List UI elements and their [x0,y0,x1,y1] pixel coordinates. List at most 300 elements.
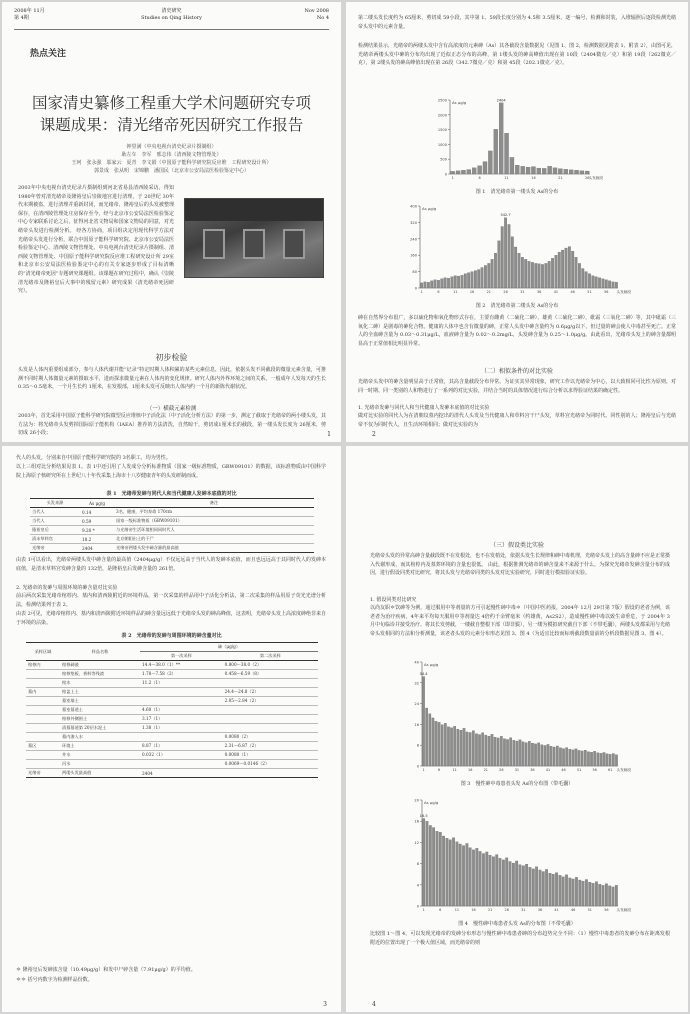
x-tick-label: 31 [520,290,525,294]
bar [544,745,546,766]
bar [486,852,489,906]
x-tick-label: 36 [536,290,542,294]
bar [562,877,565,906]
table-cell: 国家一级标准物质（GBW09101） [114,517,314,526]
table-row [26,661,318,670]
paragraph-standard: 以上三组对比分析结果见表 1。表 1中还引用了人发成分分析标准物质（国家一级标准物质，GBW09101）的数据，该标准物质由中国科学院上海原子核研究所在上世纪八十年代采集上海市十八岁健康青年的头发研制而成。 [16,464,326,479]
x-tick-label: 11 [453,290,458,294]
table-cell: 2404 [140,769,223,778]
table-1-title: 表 1 光绪帝发砷与同代人和当代健康人发砷本底值的对比 [106,491,237,497]
table-row [26,715,318,724]
y-tick-label: 4 [416,883,419,888]
title-line-2: 课题成果：清光绪帝死因研究工作报告 [39,116,304,134]
bar [615,755,617,766]
table-cell: 墓内 [26,688,60,697]
table-cell: 1.78～7.58（2） [140,670,223,679]
bar [600,753,602,766]
bar [500,736,502,766]
bar [434,280,437,288]
x-tick-label: 1 [422,768,425,772]
bar [429,714,431,766]
x-tick-label: 61 [608,768,613,772]
bar [542,168,546,174]
y-tick-label: 2500 [437,98,447,103]
table-cell: 两缕头发最高值 [60,769,140,778]
bar [605,884,608,906]
bar [467,170,471,174]
paragraph-patient: 以尚友职＊饮砷等为例，通过服用中等剂量的方可引起慢性砷中毒＊（中国中医药报，2004年 12月 29日第 7版）假设的老者为例，该老者为治疗疾病，4年来平均每天服用中等剂量达 4倍约千余臂毫米（约雄黄，As2S2），造成慢性砷中毒以致生命垂危，于 2004年 3月中旬临诊并接受治疗。将其长发剪截，一缕截自整根下部（即非鬓），另一缕为模拟研究截自下部（不带毛囊），两缕头发都采用与光绪帝头发相同的方法和分析测量，该老者头发的元素分布形态见图 3、图 4（为适宜比较而标明截段数量前的分析段数据见图 3、图 4）。 [370,605,670,637]
bar [476,848,479,906]
table-cell [26,733,60,742]
x-tick-label: 46 [570,290,575,294]
bar [578,750,580,766]
table-cell: 光绪帝 [30,544,80,553]
bar [612,754,614,766]
x-tick-label: 26 [503,290,508,294]
x-tick-label: 51 [587,290,592,294]
table-2-title: 表 2 光绪帝的发砷与周围环境的砷含量对比 [121,633,222,639]
table-cell: 0.800～38.0（2） [223,661,318,670]
bar [512,863,515,906]
footnote-2: ＊＊ 括号内数字为检测样品份数。 [16,977,93,983]
table-cell: 1.38（1） [140,724,223,733]
y-tick-label: 1500 [437,128,447,133]
heading-preliminary: 初步检验 [155,353,188,362]
table-2-header: 第二次采样 [223,652,318,661]
bar [518,253,521,288]
bar [439,832,442,906]
page-3 [2,446,341,1012]
bar [420,283,423,288]
bar [553,747,555,766]
x-tick-label: 6 [478,176,481,180]
bar [435,721,437,766]
table-cell: 井水 [60,751,140,760]
table-cell: 棺盖上土 [60,688,140,697]
table-cell: 2.05～2.84（2） [223,697,318,706]
table-cell: 18.2 [80,535,114,544]
y-tick-label: 400 [410,204,417,209]
bar [478,166,482,174]
bar [522,742,524,766]
bar [472,168,476,174]
paragraph-exp2: 前后两次采集光绪帝棺椁内、墓内和清西陵附近的环境样品，第一次采集的样品用中子活化分析法，第二次采集的样品用原子荧光光谱分析法，检测结果列于表 2。 [16,593,326,608]
bar [585,880,588,907]
table-cell [223,679,318,688]
paragraph-table1-result: 由表 1可以看出，光绪帝两缕头发中砷含量的最高值（2404μg/g）不仅远远高于当代人的发砷本底值，而且也远远高于其同时代人的发砷本底值，是清末草料宫发砷含量的 132倍，是隆裕皇后发砷含量的 261倍。 [16,557,326,572]
x-tick-label: 6 [437,290,440,294]
table-cell [26,751,60,760]
bar [485,735,487,766]
bar [430,281,433,288]
table-cell: 棺椁外侧围土 [60,715,140,724]
bar [422,677,424,766]
table-cell: 墓内渗入水 [60,733,140,742]
bar [593,751,595,766]
bar [534,744,536,766]
bar [537,743,539,766]
bar [602,279,605,288]
y-tick-label: 0 [414,286,417,291]
bar [449,840,452,906]
y-axis-label: As μg/g [452,100,467,105]
footnote-1: ＊ 隆裕皇后发砷浓含量（10.49μg/g）和发中尸碎含量（7.91μg/g）的平均值。 [16,967,196,973]
table-cell: 0.0080（2） [223,733,318,742]
x-tick-label: 11 [454,908,460,912]
bar [608,281,611,288]
paragraph-method: 2003年，首先采用中国原子能科学研究院微型反应堆核中子活化法（中子活化分析方法）的第一步，测定了截取于光绪帝的两小缕头发，其方法为：将光绪帝头发剪掉国际原子能机构（IAEA）推荐的方法清洗，自然晾干，剪切成1厘米长的截段，第一缕头发长度为 26厘米，剪切成 26小段； [18,413,326,437]
bar [454,276,457,288]
chart-svg [404,200,632,300]
table-cell [140,697,223,706]
bar [574,170,578,174]
photo-window [243,229,265,259]
table-cell: 11.2（1） [140,679,223,688]
bar [467,273,470,288]
table-cell: 墓室墓道土 [60,706,140,715]
bar [585,272,588,288]
y-tick-label: 0 [416,764,419,769]
bar [553,168,557,174]
page-number: 3 [323,1001,327,1008]
bar [494,253,497,288]
bar [529,867,532,906]
bar [506,739,508,766]
bar [584,750,586,766]
bar [565,248,568,288]
bar [559,748,561,766]
y-tick-label: 16 [414,819,419,824]
bar [532,869,535,906]
bar [504,133,508,174]
table-cell: 当代人 [30,517,80,526]
x-axis-label: 头发截段 [616,908,631,912]
bar [451,277,454,288]
x-tick-label: 31 [514,768,520,772]
bar [531,167,535,174]
y-tick-label: 32 [414,681,419,686]
x-tick-label: 16 [471,908,476,912]
bar [481,733,483,766]
bar [595,882,598,906]
photo-roof [185,199,323,221]
figure-1-chart [434,94,604,186]
x-tick-label: 36 [530,768,535,772]
bar [446,838,449,906]
bar [513,740,515,766]
bar [509,861,512,906]
bar [483,162,487,174]
bar [564,169,568,174]
section-label: 热点关注 [30,49,67,59]
bar [429,825,432,906]
table-cell: 环境土 [60,742,140,751]
y-tick-label: 0 [416,904,419,909]
figure-3-chart [406,656,632,778]
page-header [14,8,329,30]
bar [444,278,447,288]
bar-data-label: 34.4 [419,672,428,677]
bar [524,259,527,288]
table-cell: 墓区 [26,742,60,751]
x-axis-label: 头发截段 [588,176,603,180]
bar [541,264,544,288]
bar-data-label: 342.7 [500,213,511,218]
bar [450,728,452,766]
bar-data-label: 16.5 [419,814,428,819]
bar [585,171,589,174]
table-cell: 光绪帝两缕头发中砷含量的最高值 [114,544,314,553]
page-number: 4 [372,1001,376,1008]
table-cell: 9.20 * [80,526,114,535]
table-cell: 8.87（1） [140,742,223,751]
authors-line-4: 郭景成 张从明 宋锦鹏 潘国民（北京市公安局法医检验鉴定中心） [93,168,249,174]
header-journal-en: Studies on Qing History [141,15,202,21]
bar [432,828,435,906]
bar [462,846,465,906]
bar [569,878,572,906]
bar [582,881,585,906]
photo-window [203,229,225,259]
table-cell [223,769,318,778]
x-tick-label: 26 [499,768,504,772]
bar [492,857,495,906]
x-tick-label: 26 [504,908,509,912]
bar [514,247,517,288]
x-tick-label: 16 [469,290,475,294]
paragraph-exp1: 做对比实验的同代人为在清朝坟墓内挖出的清代人头发及当代健康人和草料宫干尸头发，草料宫光绪帝为同时代、同性别的人；隆裕皇后与光绪帝不仅为同时代人，且生活环境相同；做对比实验的为 [358,413,676,428]
paragraph-second-lock: 第二缕头发长度约为 65厘米，剪切成 59小段，其中第 1、59段长度分别为 4.5和 3.5厘米，逐一编号，检测和封装，入堆辐照后逐段检测光绪帝头发中的元素含量。 [358,15,676,30]
table-2 [26,642,318,778]
paragraph-conclusion: 比较图 1～图 4，可以发现光绪帝的发砷分布形态与慢性砷中毒患者砷的分布趋势完全不同：（1）慢性中毒患者的发砷分布在距离发根附近的位置出现了一个极大值区域，而光绪帝的则 [370,931,670,946]
table-cell [140,688,223,697]
bar [482,854,485,906]
table-row [26,769,318,778]
bar [562,749,564,766]
table-cell: 0.0069～0.0146（2） [223,760,318,769]
bar [457,729,459,766]
bar [466,843,469,906]
x-tick-label: 1 [420,290,423,294]
y-axis-label: As μg/g [424,800,439,805]
bar [525,864,528,906]
figure-1-caption: 图 1 清光绪帝第一缕头发 As的分布 [475,189,559,195]
bar [437,280,440,288]
tomb-photo [184,198,324,278]
table-row [30,517,314,526]
figure-3-caption: 图 3 慢性砷中毒患者头发 As的分布图（带毛囊） [460,781,574,787]
bar [521,166,525,174]
bar [461,170,465,174]
bar [471,272,474,288]
bar [561,250,564,288]
bar [491,734,493,766]
bar [603,752,605,766]
bar [498,241,501,288]
table-cell [26,670,60,679]
bar [472,850,475,906]
bar [488,263,491,288]
bar [488,151,492,174]
table-cell: 24.4～24.8（2） [223,688,318,697]
y-tick-label: 2000 [437,113,447,118]
x-tick-label: 16 [468,768,473,772]
table-2-header: 样品名称 [60,643,140,661]
bar [542,872,545,906]
table-row [26,760,318,769]
table-cell [26,679,60,688]
header-issue: 第 4期 [14,15,29,21]
table-cell: 光绪帝 [26,769,60,778]
bar [608,886,611,906]
bar [615,885,618,906]
header-date: 2008年 11月 [14,8,45,14]
bar [575,257,578,288]
heading-comparison: （二）相似条件的对比实验 [480,368,553,375]
bar [589,882,592,906]
bar [515,861,518,906]
table-1-header: 头发来源 [30,499,80,508]
x-tick-label: 41 [554,908,559,912]
bar [609,754,611,766]
table-row [26,751,318,760]
paragraph-arsenic: 砷在自然界分布很广，多以硫化物和氧化物形式存在，主要有雌黄（二硫化二砷）、雄黄（三硫化二砷）、砒霜（三氧化二砷）等，其中砒霜（三氧化二砷）是剧毒的砷化合物。健康的人体中也含有微量的砷，正常人头发中砷含量约为 0.6μg/g以下，但过量的砷会使人中毒甚至死亡。正常人的全血砷含量为 0.03～0.31μg/L，血液砷含量为 0.02～0.2mg/L，头发砷含量为 0.25～1.0μg/g。由此看出，光绪帝头发上的砷含量都明显高于正常值相比明显异常。 [358,315,676,347]
bar [556,746,558,766]
bar [494,737,496,766]
y-tick-label: 0 [444,172,447,177]
x-tick-label: 41 [553,290,559,294]
bar [508,224,511,288]
bar [572,879,575,906]
table-cell: 3名，健康，平均寿命 170cm [114,508,314,517]
bar [531,262,534,288]
bar [535,263,538,288]
y-tick-label: 160 [410,253,417,258]
bar [555,873,558,906]
bar-data-label: 2404 [496,98,506,103]
bar [441,279,444,288]
table-cell: 0.458～6.59（8） [223,670,318,679]
x-tick-label: 11 [504,176,509,180]
paragraph-comparison: 光绪帝头发中的砷含量明显高于正常值，其高含量截段分布异常。为证实其异常现象，研究工作以光绪帝为中心，以大致相同可比性为原则，对同一时期、同一类别的人和物进行了一系列的对比实验，并结合当时的具体情况进行综合分析以求得验证结果的确定性。 [358,379,676,394]
bar [456,171,460,174]
bar [528,261,531,288]
bar [497,738,499,766]
x-tick-label: 56 [592,768,597,772]
table-row [26,742,318,751]
table-cell: 北京朝阳出土的干尸 [114,535,314,544]
bar [588,274,591,288]
bar [509,738,511,766]
table-cell: 清末草料宫 [30,535,80,544]
x-tick-label: 6 [438,768,441,772]
bar [477,270,480,288]
bar [579,880,582,906]
table-cell: 棺椁垫板、香料等残渣 [60,670,140,679]
bar [438,722,440,766]
header-journal: 清史研究 [161,8,182,14]
intro-text: 2003年中央电视台清史纪录片摄制组到河北省易县清西陵采访，得知 1980年曾对清光绪帝及隆裕皇后崇陵地宫进行清理，于 20世纪 30年代末期被盗，进行清理并重新封闭，而光绪帝、隆裕皇后的头发被整理保存，在清西陵管理处庄房保存至今，经与北京市公安局法医检验鉴定中心专家联系讨论之后，征得河北省文物局和国家文物局的同意，对光绪帝头发进行检测分析。 经各方协商，项目组决定用现代科学方法对光绪帝头发进行分析，联合中国原子能科学研究院、北京市公安局法医检验鉴定中心、清西陵文物管理处、中央电视台清史纪录片摄制组、清西陵文物管理处、中国原子能科学研究院反应堆工程研究设计所 29室和北京市公安局法医检验鉴定中心的有关专家逐步形成了目标清晰的“清光绪帝死因”专题研究课题组。该课题在研究过程中，确认《崇陵清光绪帝及隆裕皇后大事中的残留元素》研究成果（清光绪帝死因研究）。 [18,185,174,295]
bar [499,103,503,174]
bar [460,730,462,766]
figure-4-chart [406,794,632,918]
paragraph-hypothesis: 光绪帝头发的异常高砷含量截段既不在发根处，也不在发梢处，依据头发生长规律和砷中毒机理，光绪帝头发上的高含量砷不应是正常摄入代谢形成，而其棺椁内及墓葬环境的含量也很低。 由此，根据推测光绪帝的砷含量来不来源于什么，为探究光绪帝发砷含量分布的成因，进行假设同类对比研究，将其头发与光绪帝同类的头发对比实验研究，同时进行模拟验证实验。 [370,553,670,577]
bar [511,237,514,288]
y-tick-label: 40 [414,660,419,665]
authors-line-3: 王珂 张永强 邬家云 夏青 李文娟（中国原子能科学研究院反应堆 工程研究设计所） [71,160,272,166]
x-tick-label: 11 [452,768,457,772]
bar [565,748,567,766]
bar [469,732,471,766]
bar [545,869,548,906]
bar [595,277,598,288]
bar [451,171,455,174]
paragraph-contemporary: 代人的头发，分别来自中国原子能科学研究院的 3名职工，均为男性。 [16,455,171,461]
y-axis-label: As μg/g [422,206,437,211]
bar [547,744,549,766]
table-row [26,733,318,742]
x-tick-label: 1 [422,908,425,912]
table-cell: 隆裕皇后 [30,526,80,535]
bar [494,129,498,174]
bar [558,169,562,174]
bar [545,263,548,288]
bar [587,752,589,766]
bar [426,821,429,906]
x-tick-label: 26 [585,176,590,180]
bar [447,727,449,766]
y-tick-label: 16 [414,722,419,727]
x-tick-label: 1 [451,176,454,180]
table-row [26,670,318,679]
y-tick-label: 8 [416,743,419,748]
table-2-group-header: 砷（μg/g） [140,643,318,652]
table-row [30,535,314,544]
paragraph-table2-result: 由表 2可见，光绪帝棺椁内、墓内和清西陵附近环境样品的砷含量远远低于光绪帝头发的砷高峰值，这表明，光绪帝头发上高浓度砷绝非来自于环境的沾染。 [16,611,326,626]
bar [461,275,464,288]
table-row [26,706,318,715]
figure-2-caption: 图 2 清光绪帝第二缕头发 As的分布 [475,303,559,309]
x-tick-label: 31 [521,908,526,912]
table-cell: 河水 [60,760,140,769]
authors-line-2: 耿左车 李军 邢志伟（清西陵文物管理处） [121,152,222,158]
photo-window [283,229,305,259]
x-tick-label: 21 [487,908,493,912]
bar [575,749,577,766]
y-tick-label: 240 [410,237,417,242]
bar [456,842,459,906]
table-row [30,526,314,535]
bar [571,251,574,288]
bar [569,170,573,174]
x-tick-label: 21 [558,176,563,180]
bar [522,866,525,906]
table-cell: 2404 [80,544,114,553]
page-2 [346,2,688,442]
table-cell: 清墓墓道第 20层水泥土 [60,724,140,733]
bar [568,247,571,288]
table-cell: 墓室墙土 [60,697,140,706]
x-tick-label: 56 [604,908,609,912]
table-cell: 与光绪帝生活环境相同同时代人 [114,526,314,535]
figure-4-caption: 图 4 慢性砷中毒患者头发 As的分布图（不带毛囊） [458,921,576,927]
bar [598,884,601,906]
bar [552,874,555,906]
bar [581,751,583,766]
y-tick-label: 24 [414,702,419,707]
bar [578,263,581,288]
table-1 [30,498,314,553]
